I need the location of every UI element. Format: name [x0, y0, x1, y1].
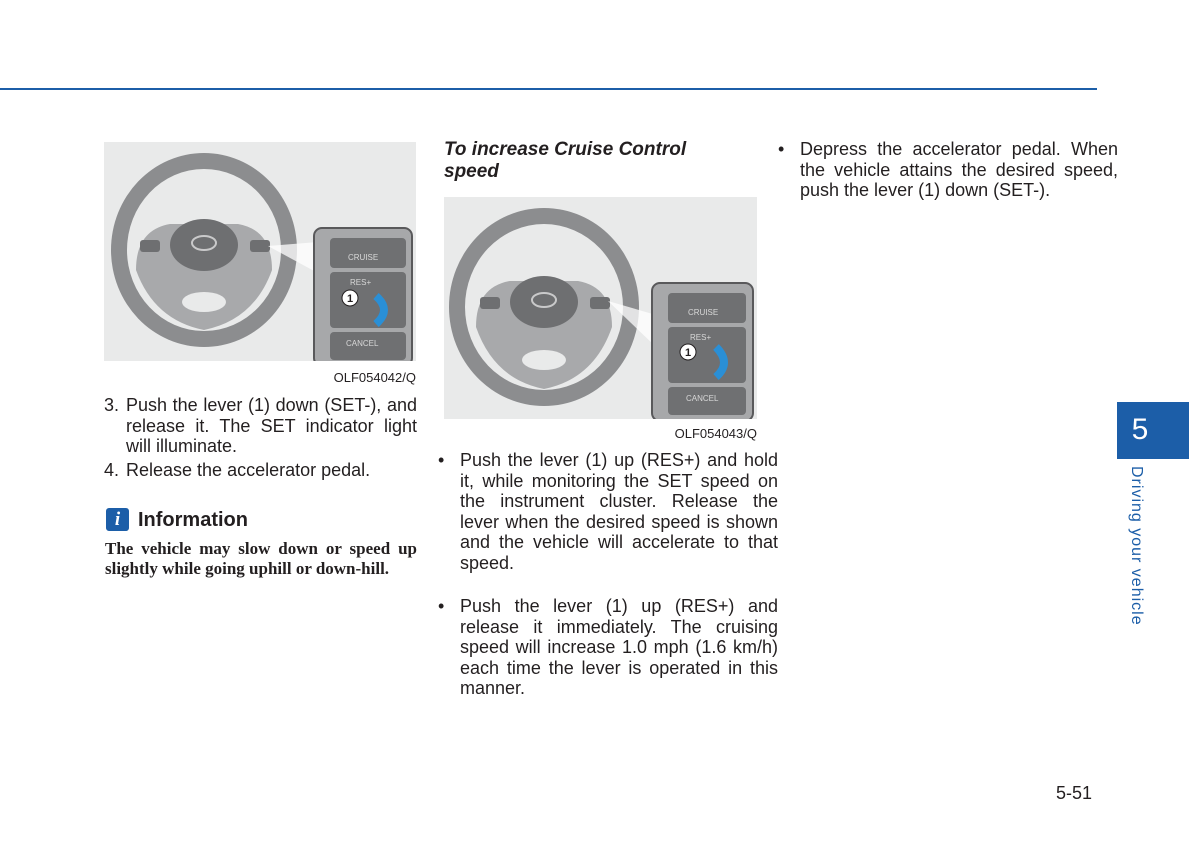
bullet-dot: • [438, 450, 445, 470]
switch-label: RES+ [350, 278, 372, 287]
bullet-dot: • [778, 139, 785, 159]
steering-wheel-figure-2 [444, 197, 757, 419]
bullet-item [438, 596, 778, 699]
info-title: Information [138, 509, 248, 531]
steering-wheel-illustration [444, 197, 757, 419]
switch-label: CANCEL [686, 394, 719, 403]
switch-label: CRUISE [348, 253, 379, 262]
bullet-item [438, 450, 778, 573]
step-text: Release the accelerator pedal. [126, 460, 371, 480]
step-number: 4. [104, 460, 120, 480]
step-text: Push the lever (1) down (SET-), and release it. The SET indicator light will illuminate. [126, 395, 417, 456]
bullet-text: Push the lever (1) up (RES+) and release it immediately. The cruising speed will increase 1.0 mph (1.6 km/h) each time the lever is operated in this manner. [460, 596, 778, 698]
switch-label: CANCEL [346, 339, 379, 348]
switch-label: RES+ [690, 333, 712, 342]
step-4 [104, 460, 417, 481]
callout-number: 1 [685, 347, 692, 359]
bullet-text: Push the lever (1) up (RES+) and hold it, while monitoring the SET speed on the instrument cluster. Release the lever when the desired speed is shown and the vehicle will accelerate to that speed. [460, 450, 778, 573]
section-heading: To increase Cruise Control speed [444, 139, 687, 182]
callout-number: 1 [347, 293, 354, 305]
figure-code: OLF054042/Q [333, 370, 416, 385]
steering-wheel-illustration [104, 142, 416, 361]
step-number: 3. [104, 395, 120, 415]
bullet-item [778, 139, 1118, 201]
chapter-title: Driving your vehicle [1128, 466, 1145, 626]
steering-wheel-drawing [449, 208, 639, 406]
page-number: 5-51 [1056, 783, 1093, 803]
header-rule [0, 88, 1097, 90]
info-body: The vehicle may slow down or speed up slightly while going uphill or down-hill. [105, 539, 417, 578]
chapter-number: 5 [1131, 413, 1149, 446]
steering-wheel-drawing [111, 153, 297, 347]
bullet-dot: • [438, 596, 445, 616]
switch-label: CRUISE [688, 308, 719, 317]
figure-code: OLF054043/Q [674, 426, 757, 441]
steering-wheel-figure-1 [104, 142, 416, 361]
bullet-text: Depress the accelerator pedal. When the vehicle attains the desired speed, push the lever (1) down (SET-). [800, 139, 1118, 200]
step-3 [104, 395, 417, 457]
info-icon: i [106, 508, 129, 531]
